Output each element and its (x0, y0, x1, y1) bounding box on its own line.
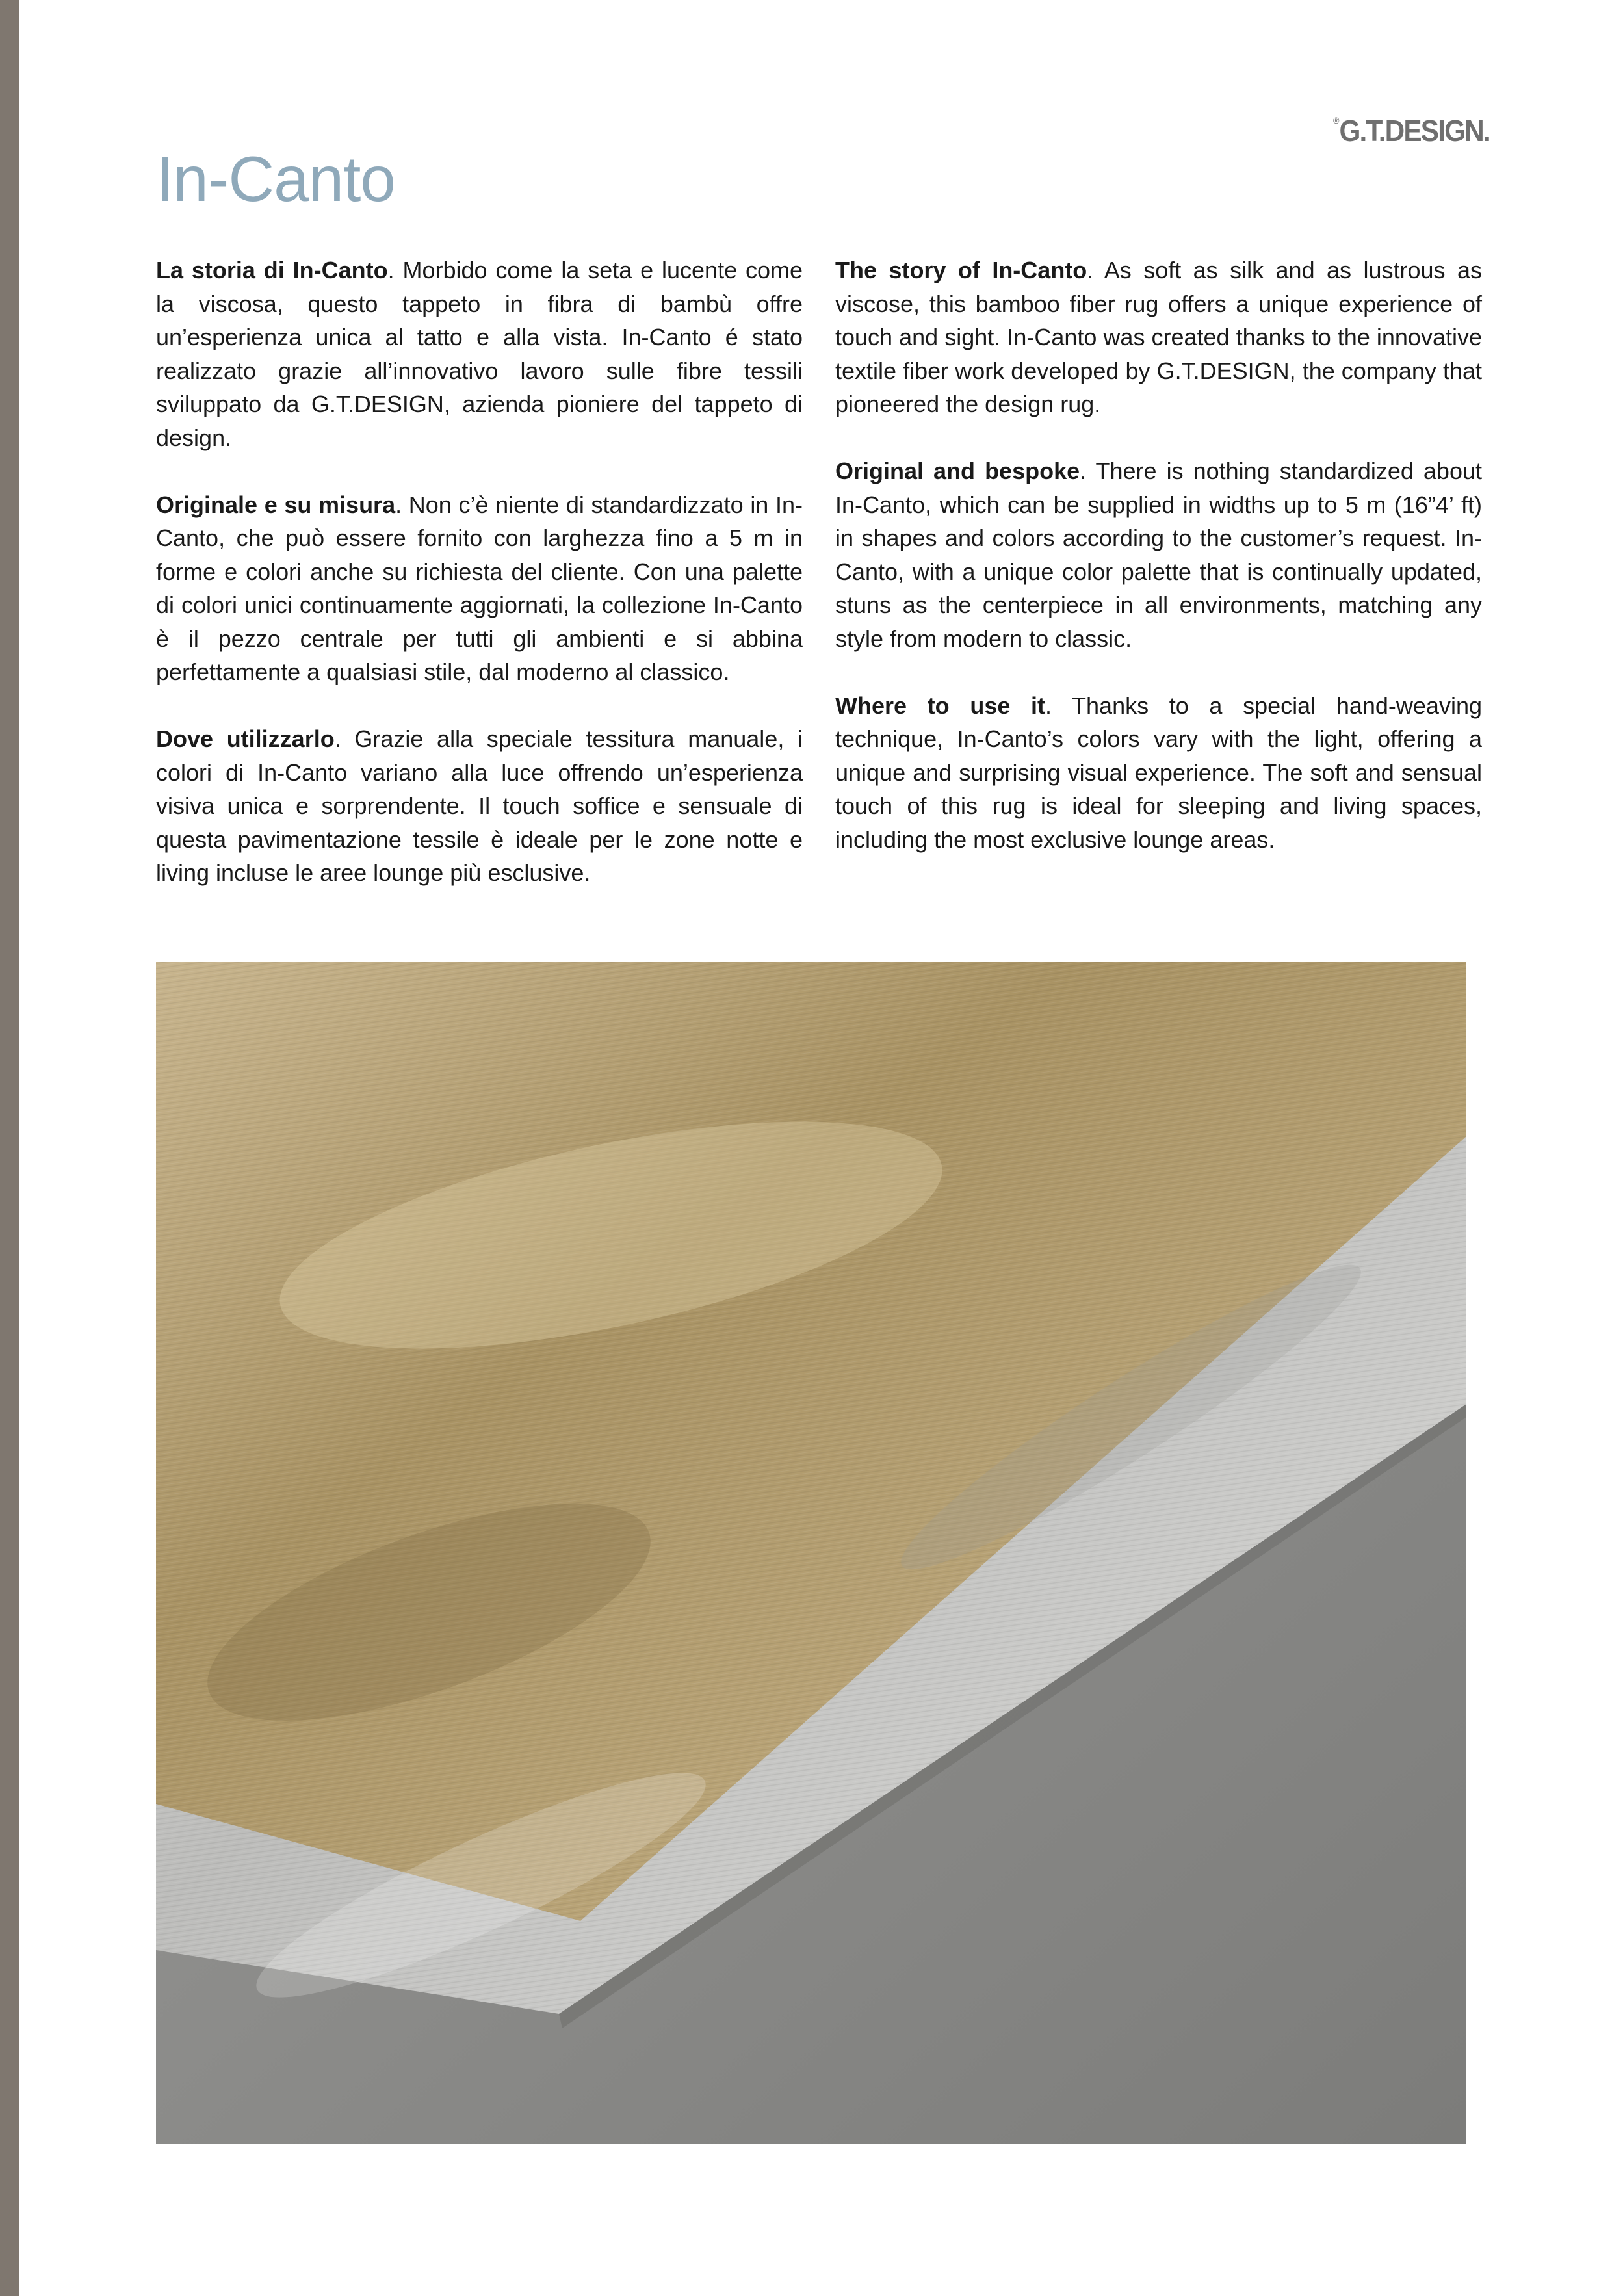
paragraph-story (835, 254, 1482, 421)
paragraph-heading: Original and bespoke (835, 458, 1080, 484)
paragraph-body: . Thanks to a special hand-weaving technique, In-Canto’s colors vary with the light, offering a unique and surprising visual experience. The soft and sensual touch of this rug is ideal for sleeping and living spaces, including the most exclusive lounge areas. (835, 692, 1482, 853)
italian-column (156, 254, 803, 923)
paragraph-heading: Dove utilizzarlo (156, 725, 335, 752)
registered-mark: ® (1333, 115, 1338, 125)
rug-photo (156, 962, 1466, 2144)
paragraph-heading: The story of In-Canto (835, 257, 1087, 283)
paragraph-body: . Morbido come la seta e lucente come la viscosa, questo tappeto in fibra di bambù offre un’esperienza unica al tatto e alla vista. In-Canto é stato realizzato grazie all’innovativo lavoro sulle fibre tessili sviluppato da G.T.DESIGN, azienda pioniere del tappeto di design. (156, 257, 803, 451)
paragraph-dove (156, 722, 803, 890)
page-title: In-Canto (156, 142, 395, 215)
paragraph-body: . As soft as silk and as lustrous as viscose, this bamboo fiber rug offers a unique experience of touch and sight. In-Canto was created thanks to the innovative textile fiber work developed by G.T.DESIGN, the company that pioneered the design rug. (835, 257, 1482, 417)
paragraph-heading: La storia di In-Canto (156, 257, 388, 283)
rug-illustration (156, 962, 1466, 2144)
paragraph-originale (156, 488, 803, 689)
paragraph-storia (156, 254, 803, 454)
side-accent-bar (0, 0, 19, 2296)
paragraph-body: . Non c’è niente di standardizzato in In-Canto, che può essere fornito con larghezza fino a 5 m in forme e colori anche su richiesta del cliente. Con una palette di colori unici continuamente aggiornati, la collezione In-Canto è il pezzo centrale per tutti gli ambienti e si abbina perfettamente a qualsiasi stile, dal moderno al classico. (156, 491, 803, 685)
paragraph-heading: Originale e su misura (156, 491, 396, 518)
paragraph-body: . There is nothing standardized about In-Canto, which can be supplied in widths up to 5 m (16”4’ ft) in shapes and colors according to the customer’s request. In-Canto, with a unique color palette that is continually updated, stuns as the centerpiece in all environments, matching any style from modern to classic. (835, 458, 1482, 652)
paragraph-body: . Grazie alla speciale tessitura manuale, i colori di In-Canto variano alla luce offrendo un’esperienza visiva unica e sorprendente. Il touch soffice e sensuale di questa pavimentazione tessile è ideale per le zone notte e living incluse le aree lounge più esclusive. (156, 725, 803, 886)
paragraph-original (835, 454, 1482, 655)
paragraph-where (835, 689, 1482, 857)
brand-logo-text: G.T.DESIGN. (1339, 114, 1490, 148)
english-column (835, 254, 1482, 890)
paragraph-heading: Where to use it (835, 692, 1046, 719)
brand-logo (1333, 116, 1490, 146)
